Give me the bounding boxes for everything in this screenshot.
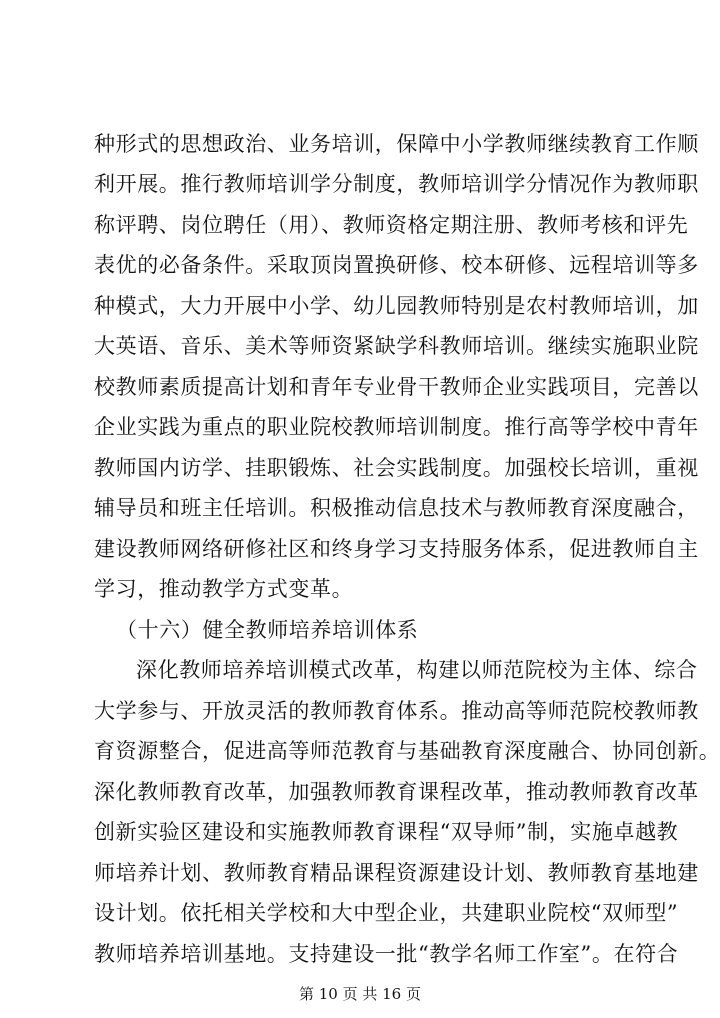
body-line-20: 设计划。依托相关学校和大中型企业，共建职业院校“双师型” xyxy=(94,901,679,925)
body-line-7: 校教师素质提高计划和青年专业骨干教师企业实践项目，完善以 xyxy=(94,375,699,399)
body-line-16: 育资源整合，促进高等师范教育与基础教育深度融合、协同创新。 xyxy=(94,739,720,763)
body-line-4: 表优的必备条件。采取顶岗置换研修、校本研修、远程培训等多 xyxy=(94,253,699,277)
body-line-1: 种形式的思想政治、业务培训，保障中小学教师继续教育工作顺 xyxy=(94,132,699,156)
body-line-19: 师培养计划、教师教育精品课程资源建设计划、教师教育基地建 xyxy=(94,861,699,885)
body-line-8: 企业实践为重点的职业院校教师培训制度。推行高等学校中青年 xyxy=(94,415,699,439)
body-line-5: 种模式，大力开展中小学、幼儿园教师特别是农村教师培训，加 xyxy=(94,294,699,318)
body-line-15: 大学参与、开放灵活的教师教育体系。推动高等师范院校教师教 xyxy=(94,699,699,723)
body-line-3: 称评聘、岗位聘任（用）、教师资格定期注册、教师考核和评先 xyxy=(94,213,689,237)
body-line-10: 辅导员和班主任培训。积极推动信息技术与教师教育深度融合， xyxy=(94,496,699,520)
body-line-14: 深化教师培养培训模式改革，构建以师范院校为主体、综合 xyxy=(136,658,698,682)
body-line-18: 创新实验区建设和实施教师教育课程“双导师”制，实施卓越教 xyxy=(94,820,679,844)
body-line-6: 大英语、音乐、美术等师资紧缺学科教师培训。继续实施职业院 xyxy=(94,334,699,358)
body-line-21: 教师培养培训基地。支持建设一批“教学名师工作室”。在符合 xyxy=(94,942,679,966)
body-line-9: 教师国内访学、挂职锻炼、社会实践制度。加强校长培训，重视 xyxy=(94,456,699,480)
body-line-12: 学习，推动教学方式变革。 xyxy=(94,577,354,601)
section-heading: （十六）健全教师培养培训体系 xyxy=(116,618,419,642)
page-number-footer: 第 10 页 共 16 页 xyxy=(298,985,421,1003)
body-line-2: 利开展。推行教师培训学分制度，教师培训学分情况作为教师职 xyxy=(94,172,699,196)
body-line-17: 深化教师教育改革，加强教师教育课程改革，推动教师教育改革 xyxy=(94,780,699,804)
body-line-11: 建设教师网络研修社区和终身学习支持服务体系，促进教师自主 xyxy=(94,537,699,561)
